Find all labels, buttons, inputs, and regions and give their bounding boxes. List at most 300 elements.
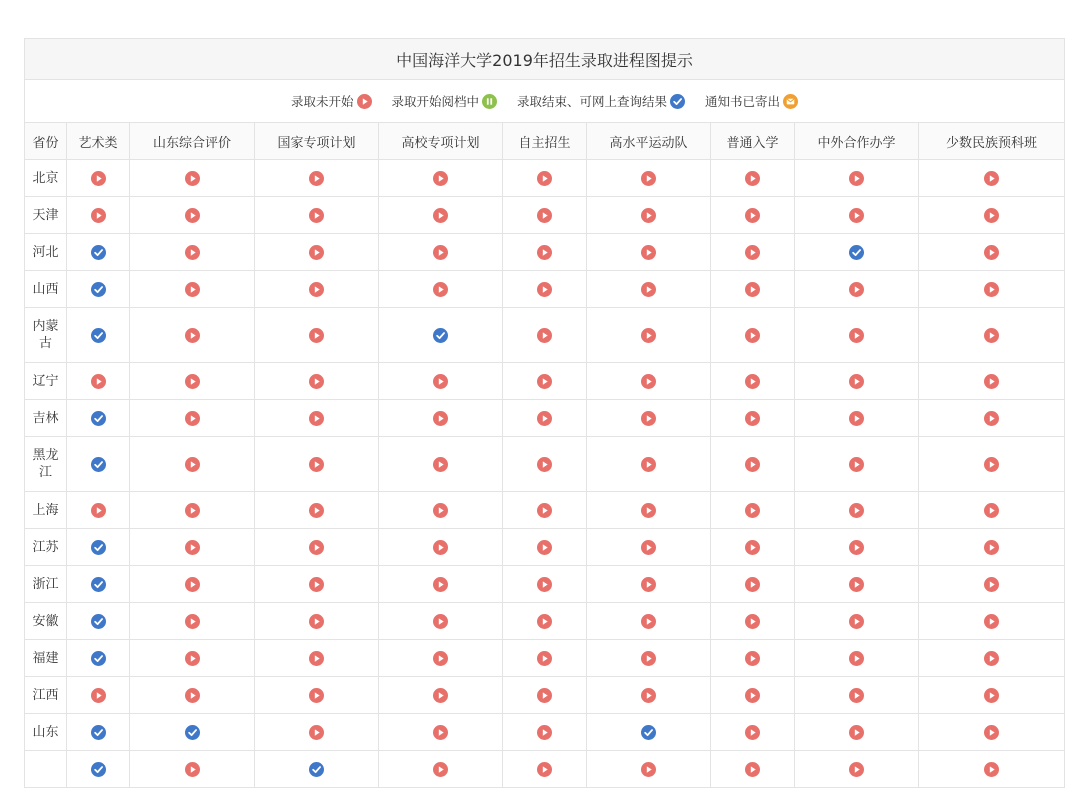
play-icon xyxy=(185,651,200,666)
status-cell xyxy=(919,751,1065,788)
play-icon xyxy=(309,328,324,343)
play-icon xyxy=(984,614,999,629)
play-icon xyxy=(745,725,760,740)
check-icon xyxy=(91,651,106,666)
status-cell xyxy=(67,492,130,529)
status-cell xyxy=(919,492,1065,529)
status-cell xyxy=(711,160,795,197)
column-header: 高水平运动队 xyxy=(587,123,711,160)
play-icon xyxy=(309,540,324,555)
column-header: 省份 xyxy=(25,123,67,160)
status-cell xyxy=(67,363,130,400)
play-icon xyxy=(849,725,864,740)
play-icon xyxy=(849,762,864,777)
check-icon xyxy=(670,94,685,109)
status-cell xyxy=(67,400,130,437)
table-row xyxy=(25,566,1065,603)
status-cell xyxy=(130,677,255,714)
play-icon xyxy=(849,651,864,666)
play-icon xyxy=(641,457,656,472)
table-row xyxy=(25,751,1065,788)
check-icon xyxy=(91,245,106,260)
play-icon xyxy=(433,577,448,592)
admission-progress-table xyxy=(24,38,1065,788)
play-icon xyxy=(849,374,864,389)
status-cell xyxy=(67,437,130,492)
check-icon xyxy=(641,725,656,740)
status-cell xyxy=(130,437,255,492)
play-icon xyxy=(309,503,324,518)
play-icon xyxy=(185,411,200,426)
status-cell xyxy=(587,234,711,271)
status-cell xyxy=(130,566,255,603)
status-cell xyxy=(503,197,587,234)
status-cell xyxy=(503,640,587,677)
check-icon xyxy=(433,328,448,343)
play-icon xyxy=(537,282,552,297)
play-icon xyxy=(641,282,656,297)
play-icon xyxy=(185,614,200,629)
play-icon xyxy=(641,614,656,629)
status-cell xyxy=(503,677,587,714)
status-cell xyxy=(587,603,711,640)
play-icon xyxy=(537,457,552,472)
status-cell xyxy=(711,308,795,363)
status-cell xyxy=(503,363,587,400)
status-cell xyxy=(130,751,255,788)
status-cell xyxy=(795,603,919,640)
status-cell xyxy=(379,566,503,603)
play-icon xyxy=(641,503,656,518)
play-icon xyxy=(849,208,864,223)
play-icon xyxy=(357,94,372,109)
status-cell xyxy=(130,529,255,566)
province-cell: 福建 xyxy=(25,640,67,677)
status-cell xyxy=(503,751,587,788)
play-icon xyxy=(849,688,864,703)
column-header: 中外合作办学 xyxy=(795,123,919,160)
status-cell xyxy=(711,197,795,234)
legend-label: 录取开始阅档中 xyxy=(391,94,480,109)
check-icon xyxy=(91,328,106,343)
status-cell xyxy=(379,160,503,197)
play-icon xyxy=(984,208,999,223)
status-cell xyxy=(67,566,130,603)
status-cell xyxy=(587,400,711,437)
check-icon xyxy=(91,762,106,777)
play-icon xyxy=(185,688,200,703)
play-icon xyxy=(309,208,324,223)
table-row xyxy=(25,400,1065,437)
province-cell: 山东 xyxy=(25,714,67,751)
play-icon xyxy=(309,651,324,666)
play-icon xyxy=(537,725,552,740)
play-icon xyxy=(537,171,552,186)
status-cell xyxy=(379,363,503,400)
play-icon xyxy=(185,245,200,260)
play-icon xyxy=(185,762,200,777)
status-cell xyxy=(255,492,379,529)
status-cell xyxy=(587,714,711,751)
play-icon xyxy=(185,577,200,592)
status-cell xyxy=(255,603,379,640)
status-cell xyxy=(67,677,130,714)
status-cell xyxy=(503,529,587,566)
status-cell xyxy=(379,603,503,640)
status-cell xyxy=(503,308,587,363)
pause-icon xyxy=(482,94,497,109)
play-icon xyxy=(185,540,200,555)
play-icon xyxy=(745,688,760,703)
play-icon xyxy=(185,374,200,389)
play-icon xyxy=(433,540,448,555)
status-cell xyxy=(711,437,795,492)
table-row xyxy=(25,160,1065,197)
status-cell xyxy=(255,197,379,234)
status-cell xyxy=(379,529,503,566)
play-icon xyxy=(185,328,200,343)
status-cell xyxy=(255,308,379,363)
play-icon xyxy=(984,411,999,426)
status-cell xyxy=(711,751,795,788)
legend xyxy=(25,80,1065,123)
status-cell xyxy=(130,160,255,197)
status-cell xyxy=(795,529,919,566)
play-icon xyxy=(641,762,656,777)
play-icon xyxy=(745,614,760,629)
legend-label: 录取未开始 xyxy=(291,94,354,109)
play-icon xyxy=(641,245,656,260)
status-cell xyxy=(503,714,587,751)
status-cell xyxy=(255,677,379,714)
status-cell xyxy=(795,308,919,363)
play-icon xyxy=(849,577,864,592)
play-icon xyxy=(309,457,324,472)
status-cell xyxy=(130,308,255,363)
play-icon xyxy=(745,411,760,426)
play-icon xyxy=(984,328,999,343)
status-cell xyxy=(795,234,919,271)
play-icon xyxy=(984,540,999,555)
play-icon xyxy=(984,282,999,297)
province-cell: 江西 xyxy=(25,677,67,714)
status-cell xyxy=(379,492,503,529)
status-cell xyxy=(67,529,130,566)
status-cell xyxy=(587,751,711,788)
status-cell xyxy=(795,492,919,529)
status-cell xyxy=(919,566,1065,603)
status-cell xyxy=(587,363,711,400)
table-row xyxy=(25,363,1065,400)
status-cell xyxy=(503,437,587,492)
play-icon xyxy=(433,762,448,777)
status-cell xyxy=(795,400,919,437)
play-icon xyxy=(641,411,656,426)
status-cell xyxy=(67,751,130,788)
province-cell: 黑龙江 xyxy=(25,437,67,492)
play-icon xyxy=(745,245,760,260)
status-cell xyxy=(795,271,919,308)
status-cell xyxy=(919,197,1065,234)
status-cell xyxy=(130,197,255,234)
column-header: 国家专项计划 xyxy=(255,123,379,160)
play-icon xyxy=(309,411,324,426)
province-cell xyxy=(25,751,67,788)
table-row xyxy=(25,492,1065,529)
status-cell xyxy=(379,677,503,714)
status-cell xyxy=(255,529,379,566)
play-icon xyxy=(849,503,864,518)
play-icon xyxy=(433,374,448,389)
status-cell xyxy=(711,492,795,529)
play-icon xyxy=(745,651,760,666)
status-cell xyxy=(255,363,379,400)
status-cell xyxy=(587,160,711,197)
play-icon xyxy=(537,688,552,703)
status-cell xyxy=(587,271,711,308)
check-icon xyxy=(309,762,324,777)
column-header: 自主招生 xyxy=(503,123,587,160)
play-icon xyxy=(91,688,106,703)
status-cell xyxy=(587,197,711,234)
play-icon xyxy=(433,503,448,518)
play-icon xyxy=(309,725,324,740)
play-icon xyxy=(745,171,760,186)
play-icon xyxy=(537,651,552,666)
play-icon xyxy=(185,208,200,223)
play-icon xyxy=(849,282,864,297)
check-icon xyxy=(91,725,106,740)
status-cell xyxy=(255,751,379,788)
play-icon xyxy=(984,688,999,703)
status-cell xyxy=(255,400,379,437)
play-icon xyxy=(849,457,864,472)
play-icon xyxy=(91,208,106,223)
play-icon xyxy=(433,245,448,260)
status-cell xyxy=(67,160,130,197)
play-icon xyxy=(185,457,200,472)
play-icon xyxy=(984,762,999,777)
play-icon xyxy=(433,208,448,223)
status-cell xyxy=(503,492,587,529)
status-cell xyxy=(795,566,919,603)
check-icon xyxy=(91,540,106,555)
column-header: 山东综合评价 xyxy=(130,123,255,160)
table-row xyxy=(25,714,1065,751)
play-icon xyxy=(91,503,106,518)
play-icon xyxy=(537,411,552,426)
play-icon xyxy=(185,171,200,186)
status-cell xyxy=(919,160,1065,197)
play-icon xyxy=(984,245,999,260)
check-icon xyxy=(91,411,106,426)
play-icon xyxy=(309,171,324,186)
play-icon xyxy=(433,171,448,186)
province-cell: 上海 xyxy=(25,492,67,529)
province-cell: 天津 xyxy=(25,197,67,234)
status-cell xyxy=(919,400,1065,437)
status-cell xyxy=(711,363,795,400)
status-cell xyxy=(587,308,711,363)
status-cell xyxy=(919,437,1065,492)
column-header: 少数民族预科班 xyxy=(919,123,1065,160)
status-cell xyxy=(503,400,587,437)
status-cell xyxy=(255,160,379,197)
check-icon xyxy=(91,614,106,629)
play-icon xyxy=(641,208,656,223)
status-cell xyxy=(130,603,255,640)
status-cell xyxy=(711,714,795,751)
status-cell xyxy=(379,640,503,677)
table-row xyxy=(25,308,1065,363)
status-cell xyxy=(130,400,255,437)
play-icon xyxy=(984,503,999,518)
status-cell xyxy=(255,271,379,308)
status-cell xyxy=(711,566,795,603)
status-cell xyxy=(587,566,711,603)
province-cell: 河北 xyxy=(25,234,67,271)
check-icon xyxy=(849,245,864,260)
status-cell xyxy=(919,308,1065,363)
province-cell: 北京 xyxy=(25,160,67,197)
play-icon xyxy=(641,577,656,592)
status-cell xyxy=(503,271,587,308)
table-title: 中国海洋大学2019年招生录取进程图提示 xyxy=(25,39,1065,80)
status-cell xyxy=(711,677,795,714)
table-row xyxy=(25,529,1065,566)
status-cell xyxy=(379,437,503,492)
status-cell xyxy=(67,197,130,234)
play-icon xyxy=(309,374,324,389)
play-icon xyxy=(309,614,324,629)
status-cell xyxy=(130,271,255,308)
status-cell xyxy=(67,271,130,308)
column-header: 高校专项计划 xyxy=(379,123,503,160)
status-cell xyxy=(130,234,255,271)
column-header: 艺术类 xyxy=(67,123,130,160)
play-icon xyxy=(641,651,656,666)
status-cell xyxy=(711,234,795,271)
status-cell xyxy=(255,566,379,603)
table-body xyxy=(25,160,1065,788)
status-cell xyxy=(67,714,130,751)
status-cell xyxy=(379,751,503,788)
status-cell xyxy=(795,677,919,714)
play-icon xyxy=(433,651,448,666)
play-icon xyxy=(537,503,552,518)
status-cell xyxy=(795,640,919,677)
play-icon xyxy=(849,328,864,343)
status-cell xyxy=(255,640,379,677)
play-icon xyxy=(745,282,760,297)
status-cell xyxy=(379,234,503,271)
status-cell xyxy=(587,437,711,492)
play-icon xyxy=(984,374,999,389)
play-icon xyxy=(433,457,448,472)
status-cell xyxy=(711,640,795,677)
play-icon xyxy=(309,282,324,297)
status-cell xyxy=(587,492,711,529)
check-icon xyxy=(91,577,106,592)
status-cell xyxy=(795,363,919,400)
table-row xyxy=(25,271,1065,308)
play-icon xyxy=(745,577,760,592)
legend-label: 录取结束、可网上查询结果 xyxy=(517,94,668,109)
play-icon xyxy=(185,503,200,518)
legend-item xyxy=(291,92,372,110)
status-cell xyxy=(711,529,795,566)
play-icon xyxy=(433,614,448,629)
table-row xyxy=(25,640,1065,677)
play-icon xyxy=(537,762,552,777)
legend-item xyxy=(705,92,798,110)
status-cell xyxy=(503,603,587,640)
play-icon xyxy=(745,503,760,518)
status-cell xyxy=(130,363,255,400)
check-icon xyxy=(185,725,200,740)
status-cell xyxy=(711,400,795,437)
legend-item xyxy=(392,92,498,110)
table-row xyxy=(25,603,1065,640)
status-cell xyxy=(795,437,919,492)
play-icon xyxy=(433,282,448,297)
play-icon xyxy=(984,457,999,472)
legend-item xyxy=(517,92,685,110)
play-icon xyxy=(537,540,552,555)
status-cell xyxy=(919,603,1065,640)
play-icon xyxy=(309,577,324,592)
play-icon xyxy=(745,374,760,389)
status-cell xyxy=(711,271,795,308)
province-cell: 浙江 xyxy=(25,566,67,603)
status-cell xyxy=(67,234,130,271)
province-cell: 江苏 xyxy=(25,529,67,566)
play-icon xyxy=(185,282,200,297)
play-icon xyxy=(537,577,552,592)
play-icon xyxy=(984,725,999,740)
province-cell: 吉林 xyxy=(25,400,67,437)
play-icon xyxy=(745,457,760,472)
status-cell xyxy=(795,714,919,751)
play-icon xyxy=(984,171,999,186)
status-cell xyxy=(919,363,1065,400)
status-cell xyxy=(130,640,255,677)
status-cell xyxy=(379,308,503,363)
play-icon xyxy=(641,688,656,703)
table-row xyxy=(25,677,1065,714)
play-icon xyxy=(433,688,448,703)
play-icon xyxy=(537,208,552,223)
status-cell xyxy=(919,714,1065,751)
province-cell: 辽宁 xyxy=(25,363,67,400)
play-icon xyxy=(537,614,552,629)
play-icon xyxy=(745,540,760,555)
status-cell xyxy=(130,714,255,751)
status-cell xyxy=(67,308,130,363)
table-row xyxy=(25,234,1065,271)
play-icon xyxy=(849,171,864,186)
status-cell xyxy=(919,640,1065,677)
play-icon xyxy=(984,577,999,592)
status-cell xyxy=(587,529,711,566)
status-cell xyxy=(919,677,1065,714)
play-icon xyxy=(849,540,864,555)
play-icon xyxy=(537,328,552,343)
play-icon xyxy=(91,374,106,389)
status-cell xyxy=(379,400,503,437)
status-cell xyxy=(255,437,379,492)
play-icon xyxy=(984,651,999,666)
